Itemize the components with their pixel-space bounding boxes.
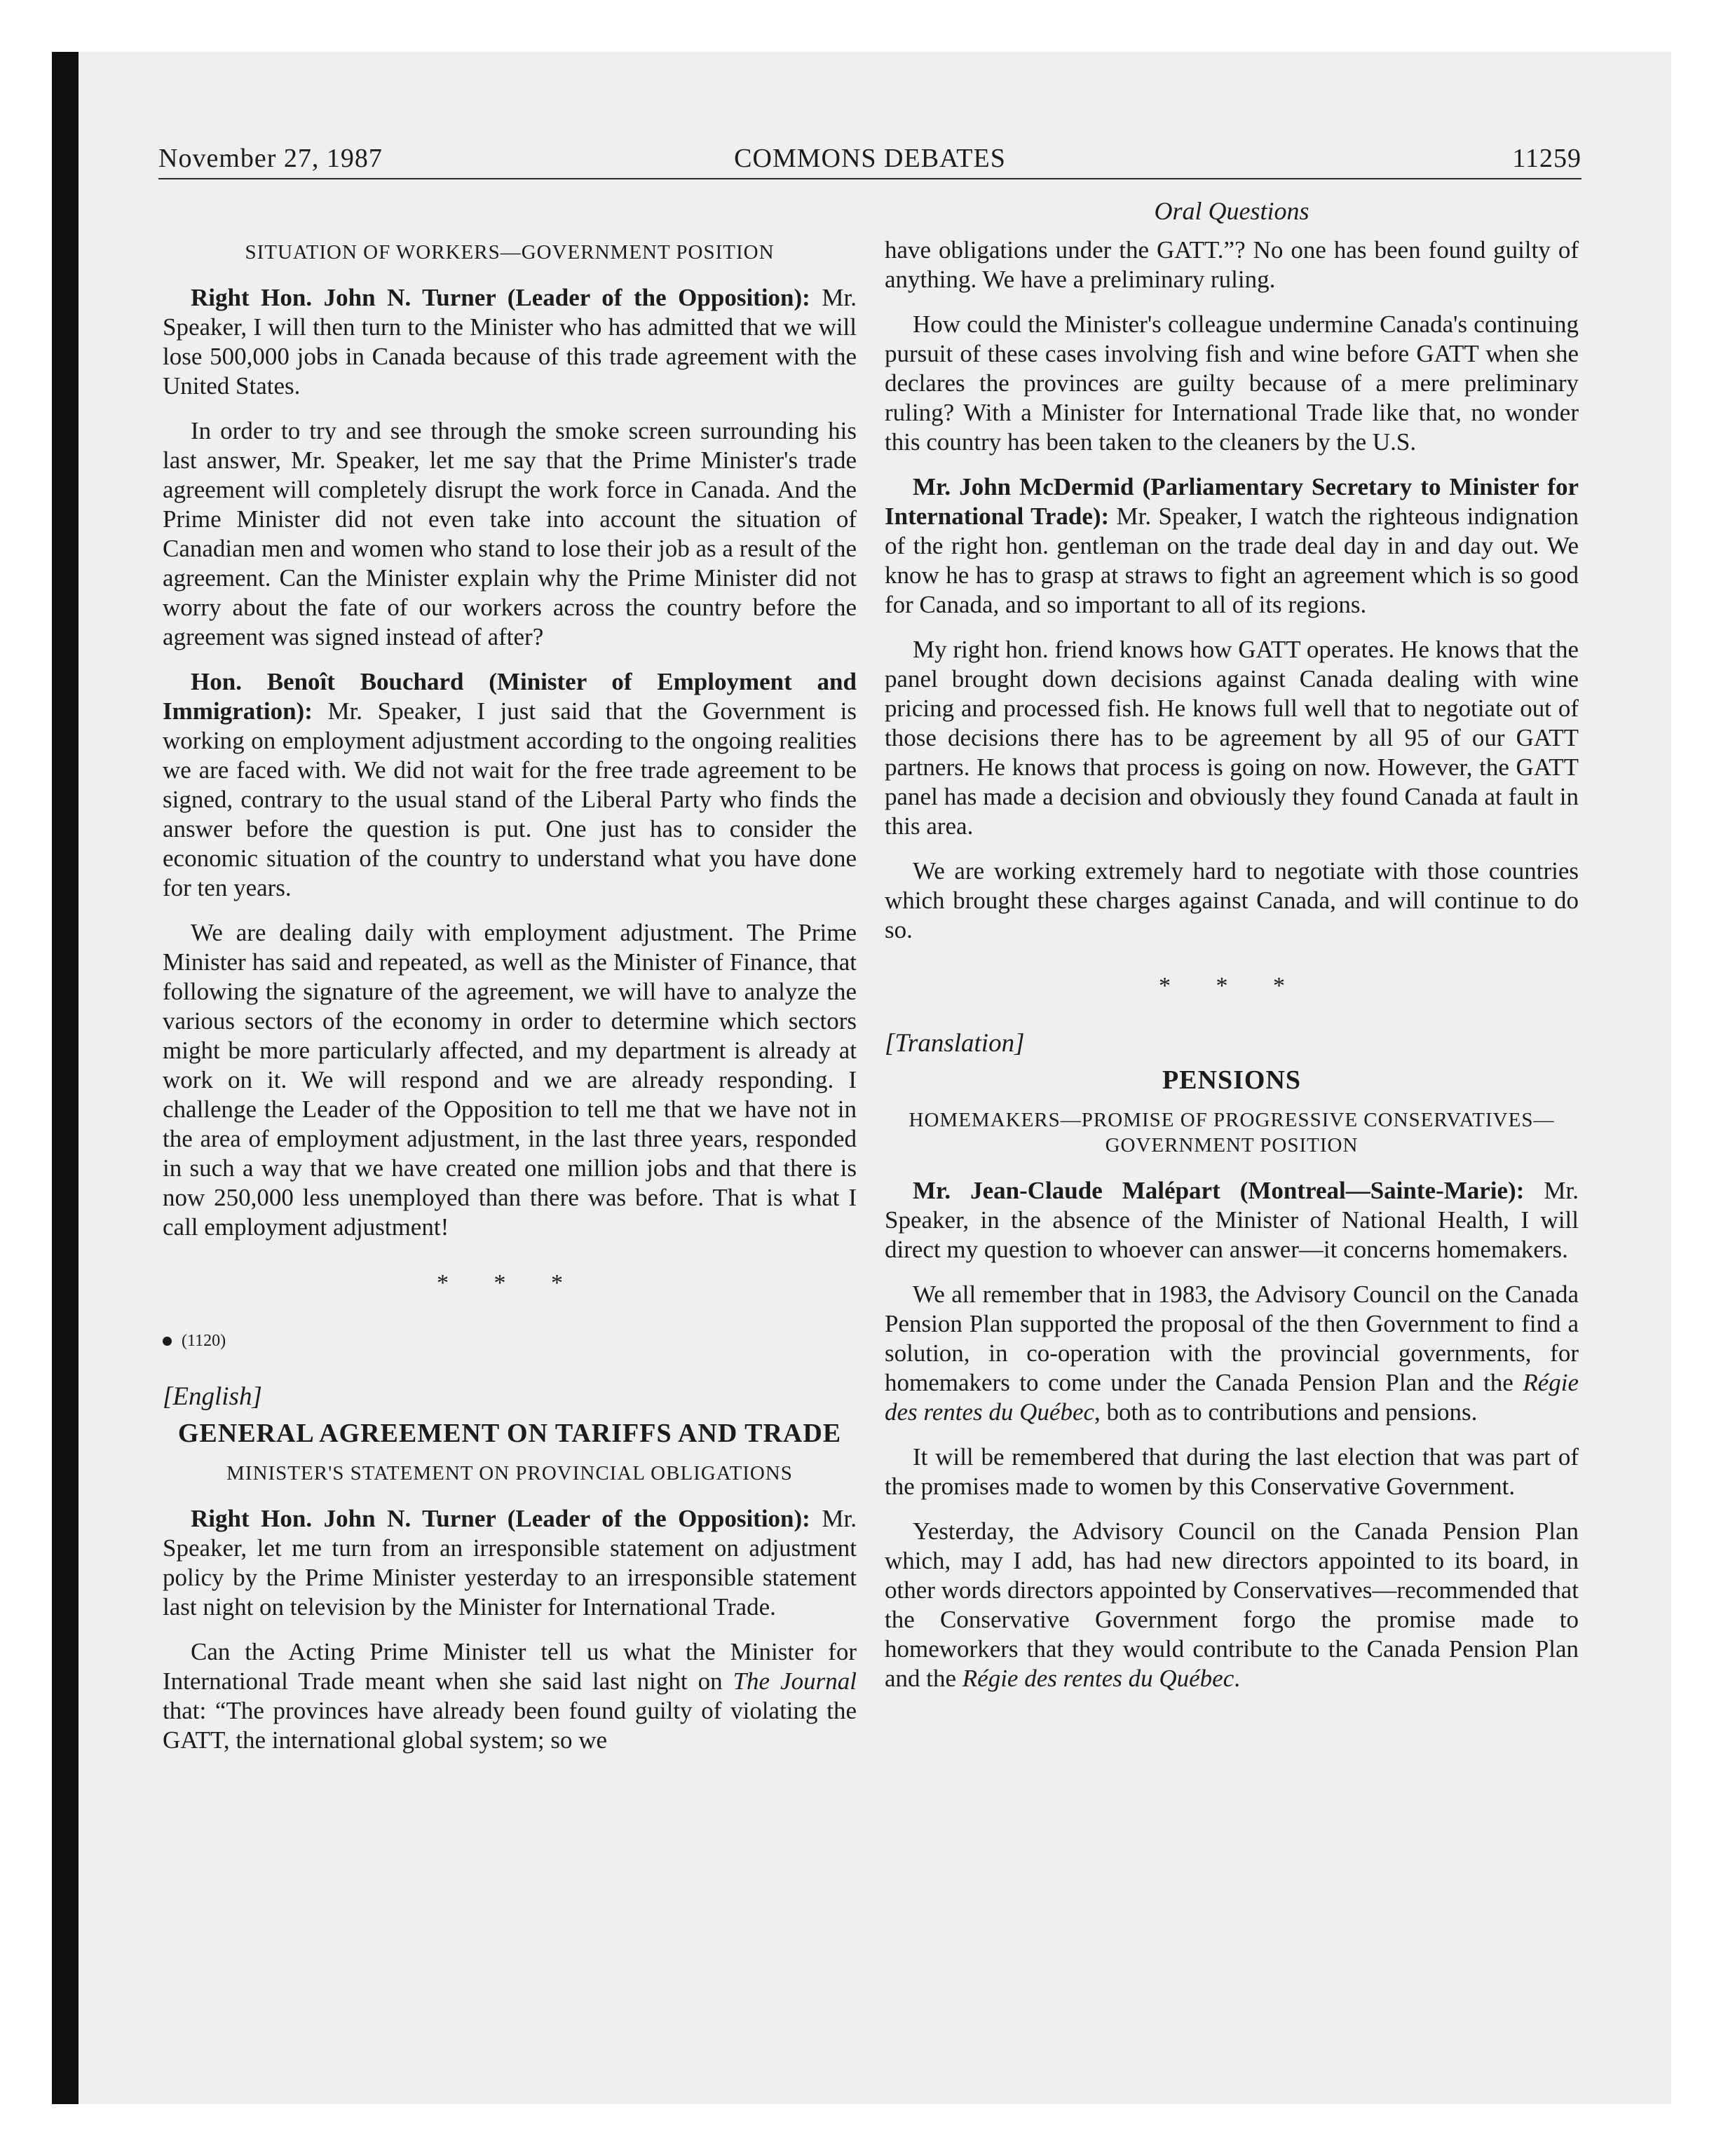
speech-text: . — [1234, 1665, 1240, 1692]
language-note: [Translation] — [885, 1029, 1025, 1058]
time-marker — [163, 1326, 857, 1356]
institution-name: Régie des rentes du Québec — [962, 1665, 1234, 1692]
section-title-pensions: PENSIONS — [1162, 1065, 1302, 1095]
speaker-name: Mr. Jean-Claude Malépart (Montreal—Sainte-Marie): — [913, 1177, 1525, 1204]
paragraph: It will be remembered that during the last election that was part of the promises made to women by this Conservative Government. — [885, 1443, 1579, 1500]
paragraph: In order to try and see through the smoke screen surrounding his last answer, Mr. Speaker, let me say that the Prime Minister's trade agreement will completely disrupt the work force in Canada. And the Prime Minister did not even take into account the situation of Canadian men and women who stand to lose their job as a result of the agreement. Can the Minister explain why the Prime Minister did not worry about the fate of our workers across the country before the agreement was signed instead of after? — [163, 417, 857, 650]
speech-text: We all remember that in 1983, the Advisory Council on the Canada Pension Plan supported the proposal of the then Government to find a solution, in co-operation with the provincial governments, for homemakers to come under the Canada Pension Plan and the — [885, 1281, 1579, 1396]
left-column — [163, 196, 857, 1770]
paragraph — [885, 472, 1579, 620]
language-note: [English] — [163, 1382, 262, 1411]
bullet-icon — [163, 1337, 172, 1346]
speaker-name: Right Hon. John N. Turner (Leader of the Opposition): — [191, 284, 810, 311]
subhead-homemakers: HOMEMAKERS—PROMISE OF PROGRESSIVE CONSERVATIVES—GOVERNMENT POSITION — [909, 1109, 1555, 1157]
speech-text: that: “The provinces have already been found guilty of violating the GATT, the international global system; so we — [163, 1697, 857, 1754]
running-head: Oral Questions — [1154, 197, 1309, 225]
header-rule — [158, 178, 1581, 179]
speaker-name: Hon. Benoît Bouchard (Minister of Employment and Immigration): — [163, 668, 857, 725]
speaker-name: Right Hon. John N. Turner (Leader of the Opposition): — [191, 1505, 810, 1532]
section-separator: * * * — [1159, 973, 1305, 999]
speaker-name: Mr. John McDermid (Parliamentary Secretary to Minister for International Trade): — [885, 473, 1579, 530]
speech-text: Can the Acting Prime Minister tell us what the Minister for International Trade meant when she said last night on — [163, 1638, 857, 1695]
speech-text: , both as to contributions and pensions. — [1094, 1398, 1478, 1426]
header-date: November 27, 1987 — [158, 144, 383, 173]
paragraph — [163, 283, 857, 401]
time-marker-text: (1120) — [182, 1332, 226, 1350]
subhead-provincial: MINISTER'S STATEMENT ON PROVINCIAL OBLIGATIONS — [226, 1462, 793, 1485]
paragraph — [163, 667, 857, 903]
paragraph — [163, 1637, 857, 1755]
paragraph — [885, 1280, 1579, 1427]
header-title: COMMONS DEBATES — [734, 144, 1006, 173]
program-title: The Journal — [733, 1667, 857, 1695]
paragraph: How could the Minister's colleague undermine Canada's continuing pursuit of these cases involving fish and wine before GATT when she declares the provinces are guilty because of a mere preliminary ruling? With a Minister for International Trade like that, no wonder this country has been taken to the cleaners by the U.S. — [885, 311, 1579, 456]
speech-text: Mr. Speaker, I watch the righteous indignation of the right hon. gentleman on the trade deal day in and day out. We know he has to grasp at straws to fight an agreement which is so good for Canada, and so important to all of its regions. — [885, 503, 1579, 618]
institution-name: Régie des rentes du Québec — [885, 1369, 1579, 1426]
section-title-gatt: GENERAL AGREEMENT ON TARIFFS AND TRADE — [177, 1419, 842, 1448]
paragraph: have obligations under the GATT.”? No one has been found guilty of anything. We have a preliminary ruling. — [885, 236, 1579, 293]
speech-text: Yesterday, the Advisory Council on the Canada Pension Plan which, may I add, has had new directors appointed to its board, in other words directors appointed by Conservatives—recommended that the Conservative Government forgo the promise made to homeworkers that they would contribute to the Canada Pension Plan and the — [885, 1517, 1579, 1692]
speech-text: Mr. Speaker, I will then turn to the Minister who has admitted that we will lose 500,000 jobs in Canada because of this trade agreement with the United States. — [163, 284, 857, 400]
paragraph: We are working extremely hard to negotiate with those countries which brought these charges against Canada, and will continue to do so. — [885, 857, 1579, 943]
subhead-workers: SITUATION OF WORKERS—GOVERNMENT POSITION — [245, 241, 775, 264]
section-separator: * * * — [437, 1270, 583, 1296]
right-column — [885, 196, 1579, 1709]
paragraph — [885, 1517, 1579, 1693]
paragraph — [885, 1176, 1579, 1264]
speech-text: Mr. Speaker, in the absence of the Minister of National Health, I will direct my question to whoever can answer—it concerns homemakers. — [885, 1177, 1579, 1263]
page-number: 11259 — [1512, 144, 1581, 173]
paragraph: We are dealing daily with employment adjustment. The Prime Minister has said and repeated, as well as the Minister of Finance, that following the signature of the agreement, we will have to analyze the various sectors of the economy in order to determine which sectors might be more particularly affected, and my department is already at work on it. We will respond and we are already responding. I challenge the Leader of the Opposition to tell me that we have not in the area of employment adjustment, in the last three years, responded in such a way that we have created one million jobs and that there is now 250,000 less unemployed than there was before. That is what I call employment adjustment! — [163, 919, 857, 1241]
speech-text: Mr. Speaker, I just said that the Government is working on employment adjustment according to the ongoing realities we are faced with. We did not wait for the free trade agreement to be signed, contrary to the usual stand of the Liberal Party who finds the answer before the question is put. One just has to consider the economic situation of the country to understand what you have done for ten years. — [163, 697, 857, 901]
paragraph: My right hon. friend knows how GATT operates. He knows that the panel brought down decisions against Canada dealing with wine pricing and processed fish. He knows full well that to negotiate out of those decisions there has to be agreement by all 95 of our GATT partners. He knows that process is going on now. However, the GATT panel has made a decision and obviously they found Canada at fault in this area. — [885, 636, 1579, 840]
binding-edge — [52, 52, 79, 2104]
speech-text: Mr. Speaker, let me turn from an irresponsible statement on adjustment policy by the Prime Minister yesterday to an irresponsible statement last night on television by the Minister for International Trade. — [163, 1505, 857, 1621]
paragraph — [163, 1504, 857, 1622]
